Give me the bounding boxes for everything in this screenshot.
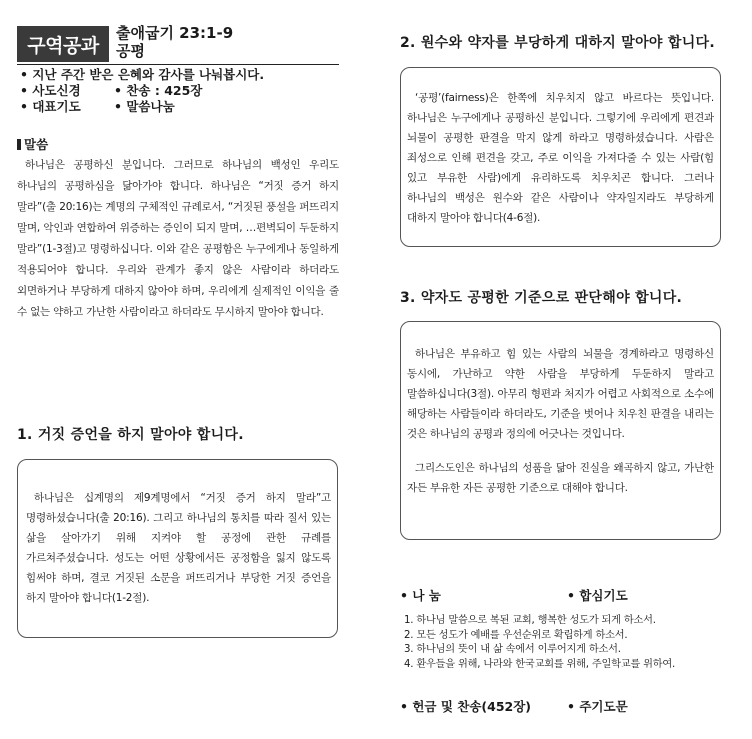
prayer-item: 3. 하나님의 뜻이 내 삶 속에서 이루어지게 하소서. [404, 644, 621, 656]
joint-prayer-label: • 합심기도 [567, 588, 628, 603]
header-divider [17, 64, 339, 65]
word-heading: 말씀 [17, 135, 48, 153]
prayer-item: 1. 하나님 말씀으로 복된 교회, 행복한 성도가 되게 하소서. [404, 615, 656, 626]
point-2-heading: 2. 원수와 약자를 부당하게 대하지 말아야 합니다. [400, 35, 715, 51]
point-3-heading: 3. 약자도 공평한 기준으로 판단해야 합니다. [400, 290, 683, 306]
point-1-box [17, 459, 338, 638]
heading-bar-marker [17, 139, 21, 150]
section-tag: 구역공과 [17, 26, 109, 62]
prayer-list [404, 614, 675, 672]
point-3-paragraph-1: 하나님은 부유하고 힘 있는 사람의 뇌물을 경계하라고 명령하신 동시에, 가난하고 약한 사람을 부당하게 두둔하지 말라고 말씀하십니다(3절). 아무리 형편과 처지가 어렵고 사회적으로 소수에 해당하는 사람들이라 하더라도, 기준을 벗어나 치우친 판결을 내리는 것은 하나님의 공평과 정의에 어긋나는 것입니다. [407, 348, 714, 440]
word-body: 하나님은 공평하신 분입니다. 그러므로 하나님의 백성인 우리도 하나님의 공평하심을 닮아가야 합니다. 하나님은 “거짓 증거 하지 말라”(출 20:16)는 계명의 구체적인 규례로서, “거짓된 풍설을 퍼뜨리지 말며, 악인과 연합하여 위증하는 증인이 되지 말며, …편벽되이 두둔하지 말라”(1-3절)고 명령하십니다. 이와 같은 공평함은 누구에게나 동일하게 적용되어야 합니다. 우리와 관계가 좋지 않은 사람이라 하더라도 외면하거나 부당하게 대하지 않아야 하며, 우리에게 실제적인 이익을 줄 수 없는 약하고 가난한 사람이라고 하더라도 무시하지 말아야 합니다. [17, 159, 339, 318]
prayer-item: 2. 모든 성도가 예배를 우선순위로 확립하게 하소서. [404, 629, 628, 641]
point-3-box [400, 321, 721, 540]
order-item-hymn: • 찬송 : 425장 [114, 83, 203, 98]
point-1-heading: 1. 거짓 증언을 하지 말아야 합니다. [17, 427, 244, 443]
sharing-label: • 나 눔 [400, 588, 441, 603]
lesson-title: 공평 [116, 42, 145, 60]
order-item-sharing-grace: • 지난 주간 받은 은혜와 감사를 나눠봅시다. [20, 67, 265, 82]
offering-hymn-label: • 헌금 및 찬송(452장) [400, 699, 532, 714]
order-item-prayer: • 대표기도 [20, 99, 81, 114]
point-1-paragraph: 하나님은 십계명의 제9계명에서 “거짓 증거 하지 말라”고 명령하셨습니다(출 20:16). 그리고 하나님의 통치를 따라 질서 있는 삶을 살아가기 위해 지켜야 할 공정에 관한 규례를 가르쳐주셨습니다. 성도는 어떤 상황에서든 공정함을 잃지 않도록 힘써야 하며, 결코 거짓된 소문을 퍼뜨리거나 부당한 거짓 증언을 하지 말아야 합니다(1-2절). [26, 492, 331, 604]
order-item-word-sharing: • 말씀나눔 [114, 99, 175, 114]
scripture-reference: 출애굽기 23:1-9 [116, 24, 234, 42]
point-2-box [400, 67, 721, 247]
order-item-creed: • 사도신경 [20, 83, 81, 98]
prayer-item: 4. 환우들을 위해, 나라와 한국교회를 위해, 주일학교를 위하여. [404, 658, 676, 670]
point-3-paragraph-2: 그리스도인은 하나님의 성품을 닮아 진실을 왜곡하지 않고, 가난한 자든 부유한 자든 공평한 기준으로 대해야 합니다. [407, 462, 714, 494]
lords-prayer-label: • 주기도문 [567, 699, 628, 714]
point-2-paragraph: ‘공평’(fairness)은 한쪽에 치우치지 않고 바르다는 뜻입니다. 하나님은 누구에게나 공평하신 분입니다. 그렇기에 우리에게 편견과 뇌물이 공평한 판결을 막지 않게 하라고 명령하셨습니다. 사람은 죄성으로 인해 편견을 갖고, 주로 이익을 가져다줄 수 있는 사람(힘 있고 부유한 사람)에게 유리하도록 치우치곤 합니다. 그러나 하나님의 백성은 원수와 같은 사람이나 약자일지라도 부당하게 대하지 말아야 합니다(4-6절). [407, 92, 714, 224]
